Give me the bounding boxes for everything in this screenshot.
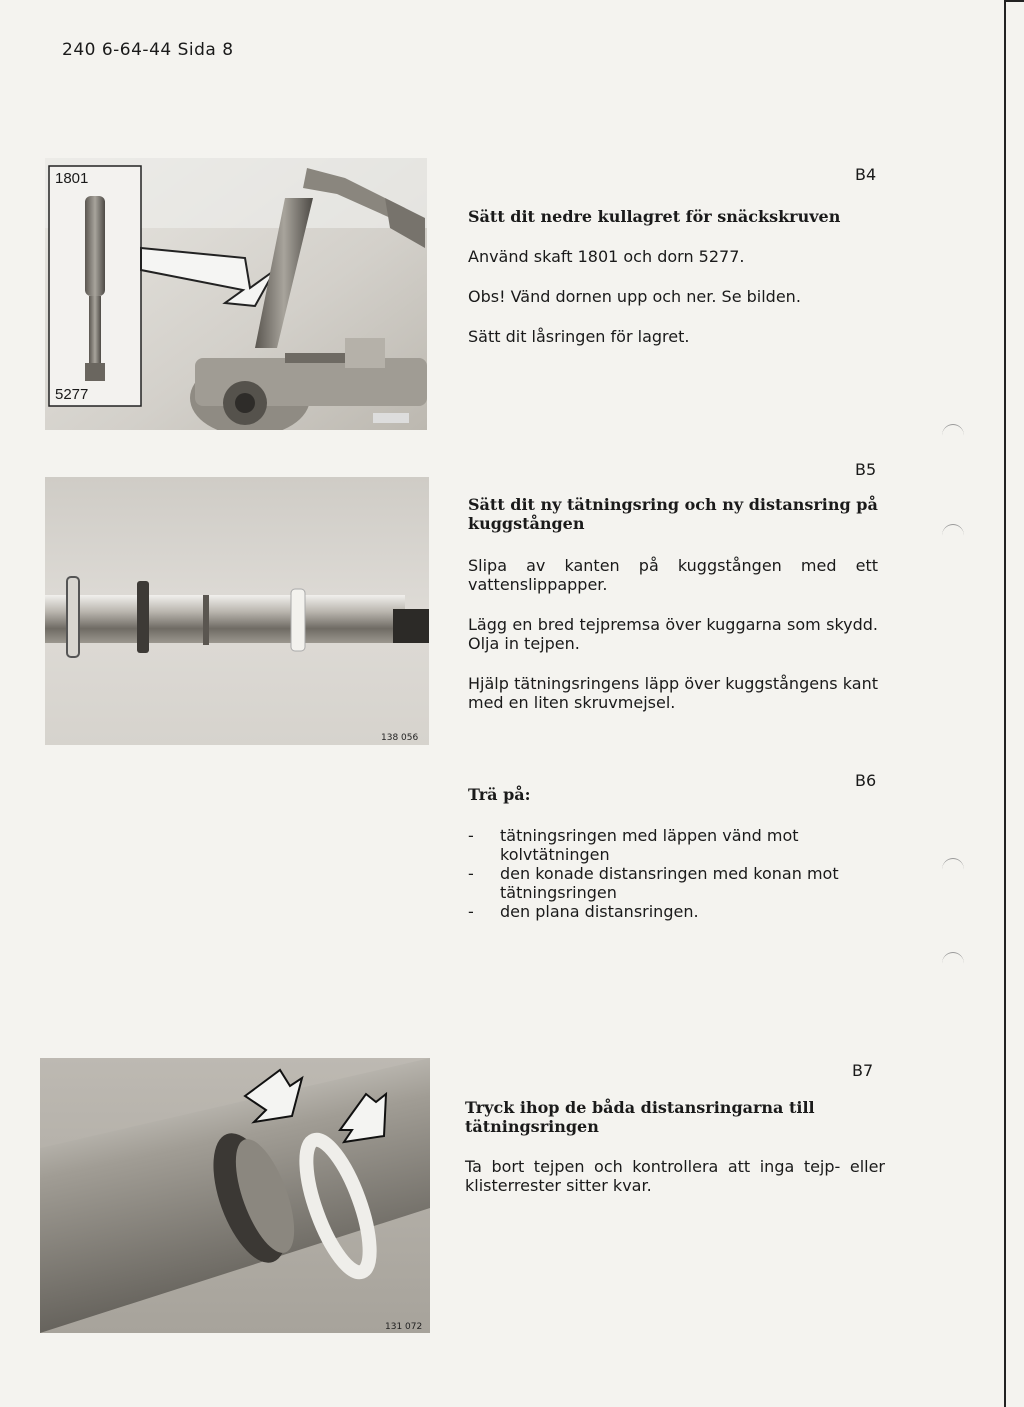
- punch-hole-mark: [942, 952, 964, 975]
- list-item: - tätningsringen med läppen vänd mot kolvtätningen: [468, 826, 799, 864]
- section-b6-text: [468, 785, 878, 921]
- section-b5-para-2: Lägg en bred tejpremsa över kuggarna som skydd. Olja in tejpen.: [468, 615, 878, 653]
- section-b5-para-1: Slipa av kanten på kuggstången med ett vattenslippapper.: [468, 556, 878, 594]
- section-b4-para-3: Sätt dit låsringen för lagret.: [468, 327, 690, 346]
- section-b7-text: [465, 1098, 885, 1195]
- punch-hole-mark: [942, 424, 964, 447]
- punch-hole-mark: [942, 524, 964, 547]
- page-edge-top: [1004, 0, 1024, 2]
- section-tag-b6: B6: [855, 771, 877, 790]
- figure-number-b5: 138 056: [381, 733, 419, 743]
- section-b7-para-1: Ta bort tejpen och kontrollera att inga tejp- eller klisterrester sitter kvar.: [465, 1157, 885, 1195]
- section-b7-heading: Tryck ihop de båda distansringarna till tätningsringen: [465, 1098, 815, 1136]
- section-b4-para-2: Obs! Vänd dornen upp och ner. Se bilden.: [468, 287, 801, 306]
- section-tag-b7: B7: [852, 1061, 874, 1080]
- section-b6-heading: Trä på:: [468, 785, 531, 804]
- section-b5-heading: Sätt dit ny tätningsring och ny distansring på kuggstången: [468, 495, 878, 533]
- section-tag-b4: B4: [855, 165, 877, 184]
- section-b6-list: [468, 826, 878, 921]
- tool-label-1801: 1801: [55, 170, 89, 187]
- section-b5-para-3: Hjälp tätningsringens läpp över kuggstångens kant med en liten skruvmejsel.: [468, 674, 878, 712]
- section-b4-heading: Sätt dit nedre kullagret för snäckskruven: [468, 207, 841, 226]
- punch-hole-mark: [942, 858, 964, 881]
- list-item: - den konade distansringen med konan mot tätningsringen: [468, 864, 839, 902]
- list-item: - den plana distansringen.: [468, 902, 699, 921]
- photo-b7-pressed-rings: [40, 1058, 430, 1333]
- section-b4-text: [468, 207, 878, 346]
- section-b4-para-1: Använd skaft 1801 och dorn 5277.: [468, 247, 745, 266]
- section-b5-text: [468, 495, 878, 712]
- photo-b5-rack-rings: [45, 477, 429, 745]
- section-tag-b5: B5: [855, 460, 877, 479]
- tool-label-5277: 5277: [55, 386, 89, 403]
- figure-number-b7: 131 072: [385, 1322, 423, 1332]
- page-header: 240 6-64-44 Sida 8: [62, 40, 234, 60]
- page-edge: [1004, 0, 1006, 1407]
- photo-b4-tool-installation: [45, 158, 427, 430]
